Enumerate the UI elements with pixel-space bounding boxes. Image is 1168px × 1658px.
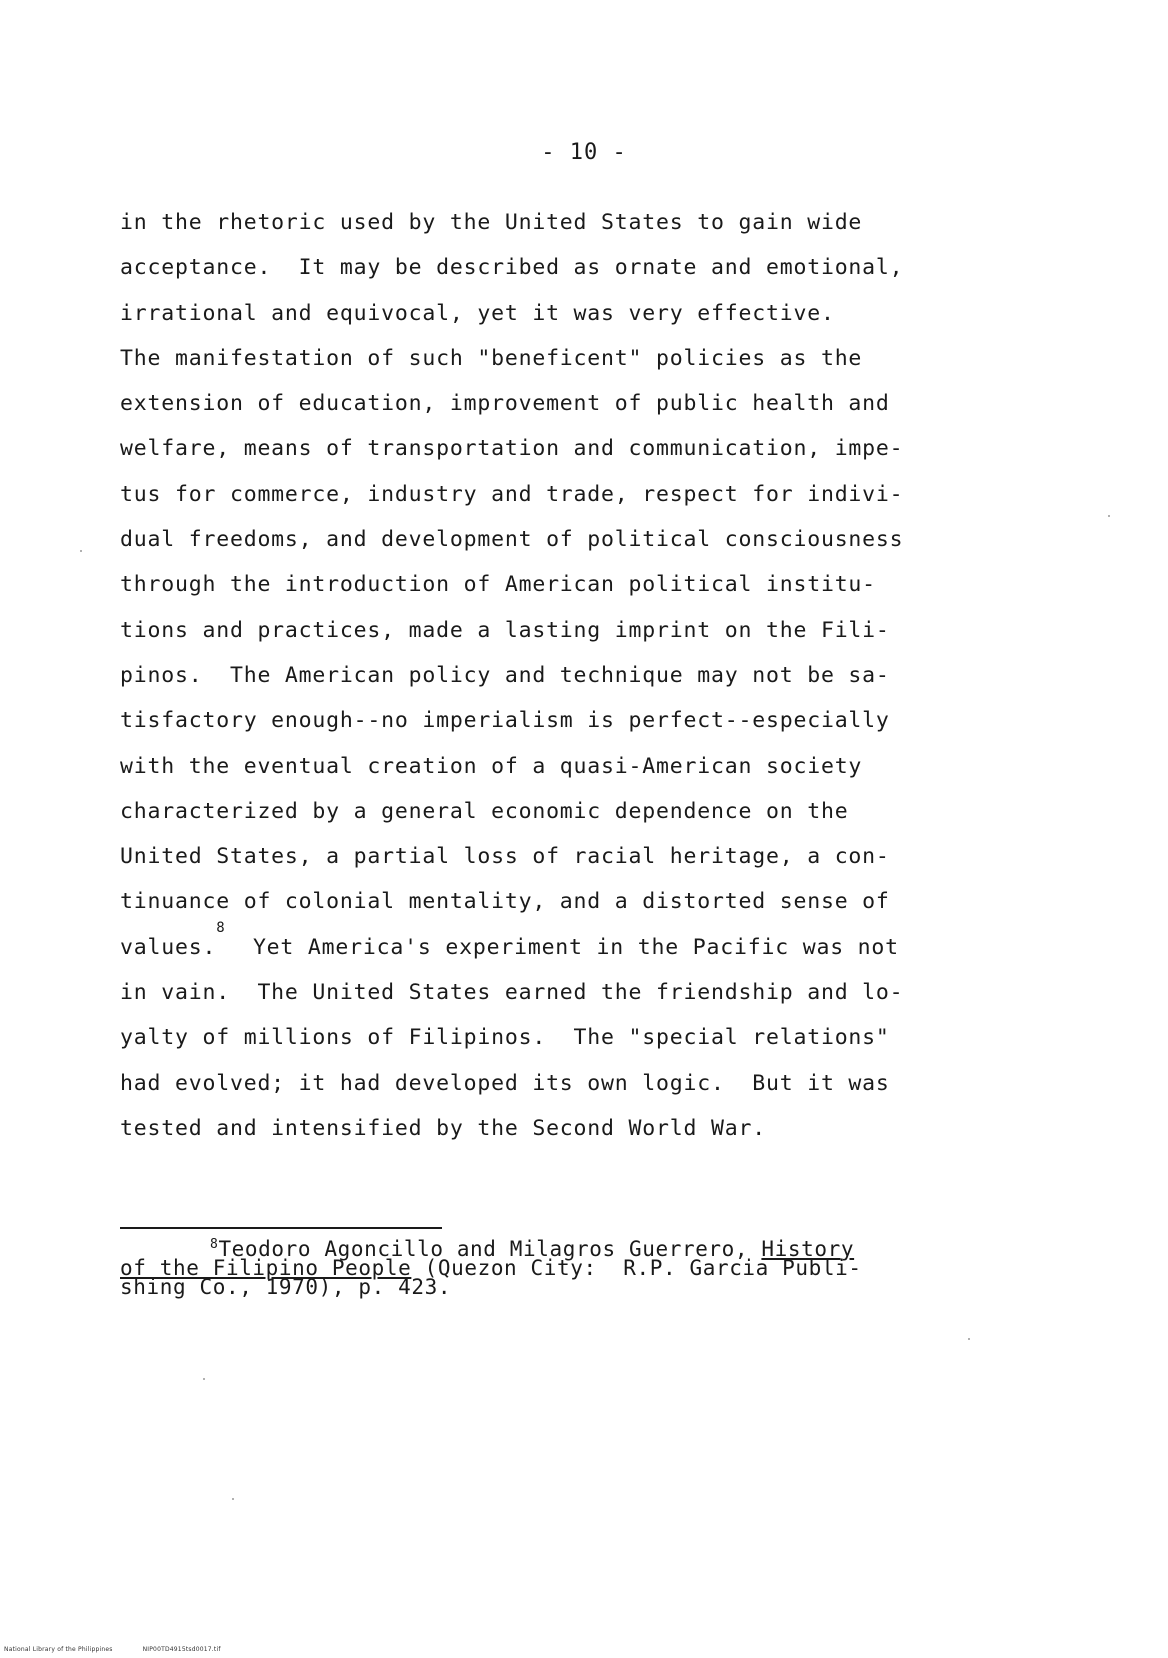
scan-speck — [1108, 515, 1110, 517]
scan-speck — [968, 1338, 970, 1340]
values-text: values. — [120, 934, 217, 960]
body-line: yalty of millions of Filipinos. The "special relations" — [120, 1025, 890, 1051]
body-line: dual freedoms, and development of political consciousness — [120, 527, 904, 553]
values-continuation: Yet America's experiment in the Pacific was not — [225, 934, 899, 960]
body-line: tisfactory enough--no imperialism is perfect--especially — [120, 708, 890, 734]
body-line: tus for commerce, industry and trade, respect for indivi- — [120, 481, 904, 507]
body-line: had evolved; it had developed its own logic. But it was — [120, 1070, 890, 1096]
footnote-marker: 8 — [210, 1237, 219, 1252]
footnote-reference: 8 — [216, 919, 226, 936]
body-line: acceptance. It may be described as ornate and emotional, — [120, 255, 904, 281]
body-line-with-footnote-ref — [120, 919, 960, 970]
footnote-authors: Teodoro Agoncillo and Milagros Guerrero, — [218, 1237, 762, 1261]
scan-speck — [232, 1498, 234, 1500]
body-line: in vain. The United States earned the friendship and lo- — [120, 980, 904, 1006]
scan-footer-file: NIP00TD4915tsd0017.tif — [142, 1646, 221, 1653]
footnote-line-3: shing Co., 1970), p. 423. — [120, 1275, 452, 1299]
body-line: tions and practices, made a lasting imprint on the Fili- — [120, 617, 890, 643]
footnote — [120, 1237, 960, 1299]
body-line: with the eventual creation of a quasi-American society — [120, 753, 863, 779]
scan-footer — [4, 1646, 221, 1653]
scan-footer-library: National Library of the Philippines — [4, 1646, 113, 1653]
body-line: United States, a partial loss of racial heritage, a con- — [120, 844, 890, 870]
body-line: The manifestation of such "beneficent" policies as the — [120, 345, 863, 371]
body-line: pinos. The American policy and technique may not be sa- — [120, 662, 890, 688]
body-line: in the rhetoric used by the United States to gain wide — [120, 210, 863, 235]
footnote-title-part2: of the Filipino People — [120, 1256, 412, 1280]
footnote-divider — [120, 1227, 442, 1229]
footnote-publisher-part1: (Quezon City: R.P. Garcia Publi- — [411, 1256, 862, 1280]
scan-speck — [203, 1378, 205, 1380]
body-line: tested and intensified by the Second World War. — [120, 1115, 766, 1141]
scan-speck — [80, 550, 82, 552]
body-line: characterized by a general economic dependence on the — [120, 798, 849, 824]
body-line: through the introduction of American political institu- — [120, 572, 876, 598]
body-line: irrational and equivocal, yet it was very effective. — [120, 300, 835, 326]
body-line: tinuance of colonial mentality, and a distorted sense of — [120, 889, 890, 915]
body-line: welfare, means of transportation and communication, impe- — [120, 436, 904, 462]
footnote-title-part1: History — [761, 1237, 855, 1261]
page-number: - 10 - — [541, 140, 627, 165]
body-text — [120, 200, 960, 1151]
body-line: extension of education, improvement of public health and — [120, 391, 890, 417]
